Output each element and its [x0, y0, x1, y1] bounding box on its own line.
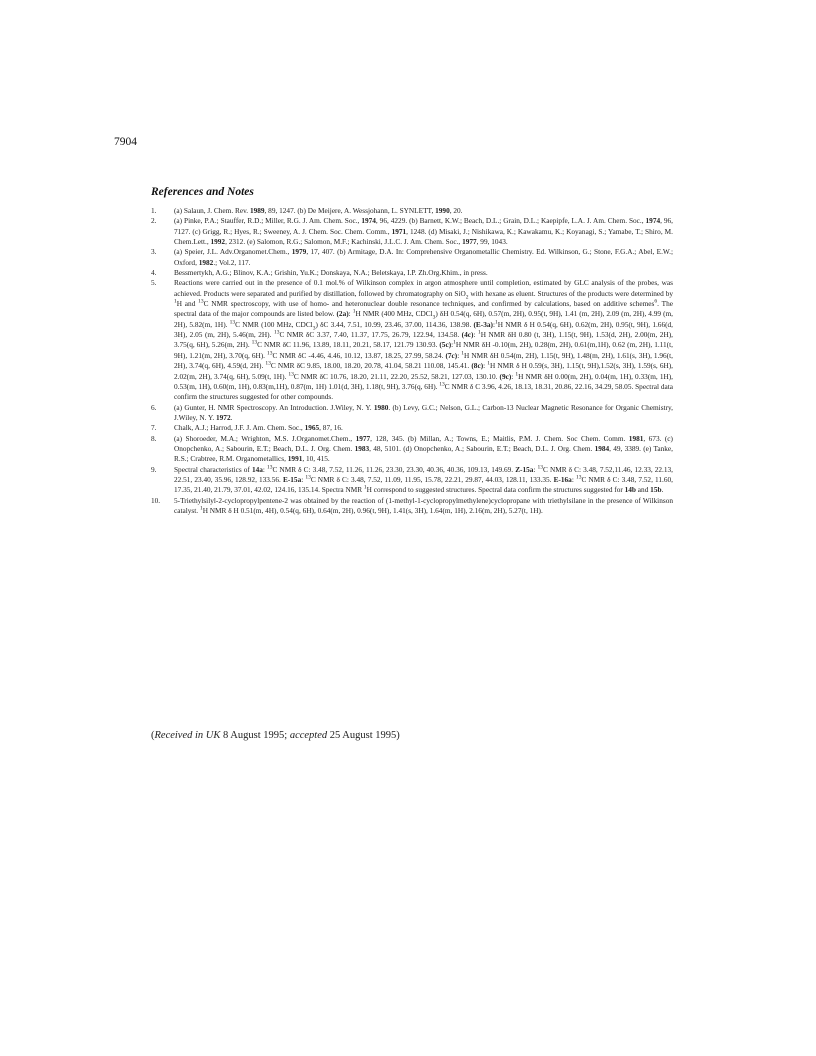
reference-item: [151, 247, 673, 268]
reference-number: 5.: [151, 278, 157, 288]
reference-text: 5-Triethylsilyl-2-cyclopropylpentene-2 was obtained by the reaction of (1-methyl-1-cyclopropylmethylene)cyclopropane with triethylsilane in the presence of Wilkinson catalyst. $^1$H NMR δ H 0.51(m, 4H), 0.54(q, 6H), 0.64(m, 2H), 0.96(t, 9H), 1.41(s, 3H), 1.64(m, 1H), 2.16(m, 2H), 5.27(t, 1H).: [174, 495, 673, 515]
reference-text: (a) Shoroeder, M.A.; Wrighton, M.S. J.Organomet.Chem., 1977, 128, 345. (b) Millan, A.; Towns, E.; Maitlis, P.M. J. Chem. Soc Chem. Comm. 1981, 673. (c) Onopchenko, A.; Sabourin, E.T.; Beach, D.L. J. Org. Chem. 1983, 48, 5101. (d) Onopchenko, A.; Sabourin, E.T.; Beach, D.L. J. Org. Chem. 1984, 49, 3389. (e) Tanke, R.S.; Crabtree, R.M. Organometallics, 1991, 10, 415.: [174, 433, 673, 464]
accepted-label: accepted: [289, 730, 328, 741]
reference-text: Spectral characteristics of 14a: $^{13}$C NMR δ C: 3.48, 7.52, 11.26, 11.26, 23.30, 23.30, 40.36, 40.36, 109.13, 149.69. Z-15a: $^{13}$C NMR δ C: 3.48, 7.52,11.46, 12.33, 22.13, 22.51, 23.40, 35.96, 128.92, 133.56. E-15a: $^{13}$C NMR δ C: 3.48, 7.52, 11.09, 11.95, 15.78, 22.21, 29.87, 44.03, 128.11, 133.35. E-16a: $^{13}$C NMR δ C: 3.48, 7.52, 11.60, 17.35, 21.40, 21.79, 37.01, 42.02, 124.16, 135.14. Spectra NMR $^1$H correspond to suggested structures. Spectral data confirm the structures suggested for 14b and 15b.: [174, 464, 674, 495]
accepted-date: 25 August 1995): [327, 730, 400, 741]
received-note: [151, 730, 400, 741]
reference-item: [151, 465, 673, 496]
received-open: (: [151, 730, 155, 741]
reference-item: [151, 434, 673, 465]
reference-item: [151, 216, 673, 247]
reference-number: 1.: [151, 206, 157, 215]
reference-text: Bessmertykh, A.G.; Blinov, K.A.; Grishin, Yu.K.; Donskaya, N.A.; Beletskaya, I.P. Zh.Org.Khim., in press.: [174, 268, 488, 278]
page-number: 7904: [114, 136, 137, 148]
reference-item: [151, 423, 673, 433]
reference-number: 10.: [151, 495, 161, 505]
reference-text: Reactions were carried out in the presence of 0.1 mol.% of Wilkinson complex in argon atmosphere until completion, estimated by GLC analysis of the probes, was achieved. Products were separated and purified by distillation, followed by chromatography on SiO$_2$ with hexane as eluent. Structures of the products were determined by $^1$H and $^{13}$C NMR spectroscopy, with use of homo- and heteronuclear double resonance techniques, and confirmed by calculations, based on additive schemes$^6$. The spectral data of the major compounds are listed below. (2a): $^1$H NMR (400 MHz, CDCl$_3$) δH 0.54(q, 6H), 0.57(m, 2H), 0.95(t, 9H), 1.41 (m, 2H), 2.09 (m, 2H), 4.99 (m, 2H), 5.82(m, 1H). $^{13}$C NMR (100 MHz, CDCl$_3$) δC 3.44, 7.51, 10.99, 23.46, 37.00, 114.36, 138.98. (E-3a):$^1$H NMR δ H 0.54(q, 6H), 0.62(m, 2H), 0.95(t, 9H), 1.66(d, 3H), 2.05 (m, 2H), 5.46(m, 2H). $^{13}$C NMR δC 3.37, 7.40, 11.37, 17.75, 26.79, 122.94, 134.58. (4c): $^1$H NMR δH 0.80 (t, 3H), 1.15(t, 9H), 1.53(d, 2H), 2.00(m, 2H), 3.75(q, 6H), 5.26(m, 2H). $^{13}$C NMR δC 11.96, 13.89, 18.11, 20.21, 58.17, 121.79 130.93. (5c):$^1$H NMR δH -0.10(m, 2H), 0.28(m, 2H), 0.61(m,1H), 0.62 (m, 2H), 1.11(t, 9H), 1.21(m, 2H), 3.70(q, 6H). $^{13}$C NMR δC -4.46, 4.46, 10.12, 13.87, 18.25, 27.99, 58.24. (7c): $^1$H NMR δH 0.54(m, 2H), 1.15(t, 9H), 1.48(m, 2H), 1.61(s, 3H), 1.96(t, 2H), 3.74(q, 6H), 4.59(d, 2H). $^{13}$C NMR δC 9.85, 18.00, 18.20, 20.78, 41.04, 58.21 110.08, 145.41. (8c): $^1$H NMR δ H 0.59(s, 3H), 1.15(t, 9H),1.52(s, 3H), 1.59(s, 6H), 2.02(m, 2H), 3.74(q, 6H), 5.09(t, 1H). $^{13}$C NMR δC 10.76, 18.20, 21.11, 22.20, 25.52, 58.21, 127.03, 130.10. (9c): $^1$H NMR δH 0.00(m, 2H), 0.04(m, 1H), 0.33(m, 1H), 0.53(m, 1H), 0.60(m, 1H), 0.83(m,1H), 0.87(m, 1H) 1.01(d, 3H), 1.18(t, 9H), 3.76(q, 6H). $^{13}$C NMR δ C 3.96, 4.26, 18.13, 18.31, 20.86, 22.16, 34.29, 58.05. Spectral data confirm the structures suggested for other compounds.: [174, 278, 674, 402]
reference-number: 9.: [151, 464, 157, 474]
reference-item: [151, 403, 673, 424]
reference-item: [151, 278, 673, 402]
reference-list: [151, 206, 673, 516]
reference-number: 7.: [151, 423, 157, 433]
received-date: 8 August 1995;: [220, 730, 290, 741]
reference-item: [151, 268, 673, 278]
reference-text: (a) Pinke, P.A.; Stauffer, R.D.; Miller, R.G. J. Am. Chem. Soc., 1974, 96, 4229. (b) Barnett, K.W.; Beach, D.L.; Grain, D.L.; Kaepipfe, L.A. J. Am. Chem. Soc., 1974, 96, 7127. (c) Grigg, R.; Hyes, R.; Sweeney, A. J. Chem. Soc. Chem. Comm., 1971, 1248. (d) Misaki, J.; Nishikawa, K.; Kawakamu, K.; Koyanagi, S.; Yamabe, T.; Shiro, M. Chem.Lett., 1992, 2312. (e) Salomon, R.G.; Salomon, M.F.; Kachinski, J.L.C. J. Am. Chem. Soc., 1977, 99, 1043.: [174, 216, 674, 247]
reference-text: (a) Salaun, J. Chem. Rev. 1989, 89, 1247. (b) De Meijere, A. Wessjohann, L. SYNLETT, 1990, 20.: [174, 206, 463, 215]
reference-number: 4.: [151, 268, 157, 278]
reference-text: (a) Speier, J.L. Adv.Organomet.Chem., 1979, 17, 407. (b) Armitage, D.A. In: Comprehensive Organometallic Chemistry. Ed. Wilkinson, G.; Stone, F.G.A.; Abel, E.W.; Oxford, 1982.; Vol.2, 117.: [174, 247, 673, 267]
reference-number: 8.: [151, 433, 157, 443]
reference-item: [151, 206, 673, 216]
reference-number: 6.: [151, 402, 157, 412]
reference-text: (a) Gunter, H. NMR Spectroscopy. An Introduction. J.Wiley, N. Y. 1980. (b) Levy, G.C.; Nelson, G.L.; Carbon-13 Nuclear Magnetic Resonance for Organic Chemistry, J.Wiley, N. Y. 1972.: [174, 402, 673, 422]
reference-text: Chalk, A.J.; Harrod, J.F. J. Am. Chem. Soc., 1965, 87, 16.: [174, 423, 343, 433]
reference-number: 3.: [151, 247, 157, 257]
received-label: Received in UK: [154, 730, 221, 741]
reference-number: 2.: [151, 216, 157, 226]
reference-item: [151, 496, 673, 517]
section-heading: References and Notes: [151, 186, 254, 198]
